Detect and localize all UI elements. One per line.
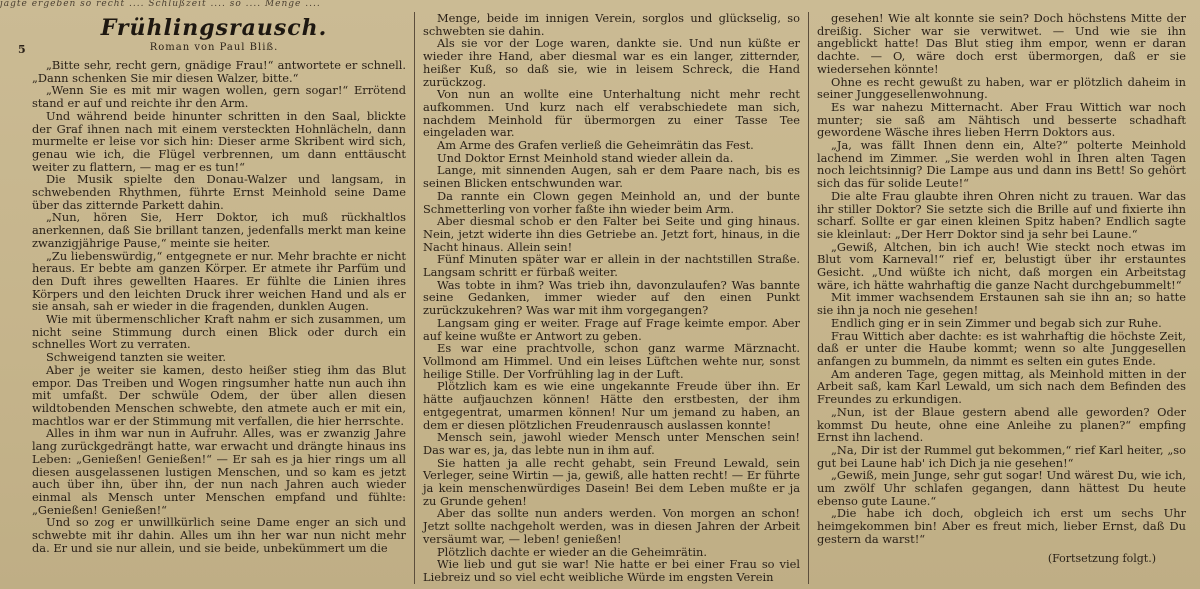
column-2-body	[423, 12, 800, 584]
paragraph: Da rannte ein Clown gegen Meinhold an, und der bunte Schmetterling von vorher faßte ihn wieder beim Arm.	[423, 188, 800, 216]
paragraph: Schweigend tanzten sie weiter.	[46, 350, 227, 365]
paragraph: „Wenn Sie es mit mir wagen wollen, gern sogar!“ Errötend stand er auf und reichte ihr den Arm.	[32, 83, 406, 111]
paragraph: Von nun an wollte eine Unterhaltung nicht mehr recht aufkommen. Und kurz nach elf verabschiedete man sich, nachdem Meinhold für übermorgen zu einer Tasse Tee eingeladen war.	[423, 87, 800, 140]
top-cut-line: jagte ergeben so recht .... Schlußzeit .... so .... Menge ....	[0, 0, 321, 8]
paragraph: „Nun, ist der Blaue gestern abend alle geworden? Oder kommst Du heute, ohne eine Anleihe zu planen?“ empfing Ernst ihn lachend.	[817, 404, 1186, 445]
paragraph: Und so zog er unwillkürlich seine Dame enger an sich und schwebte mit ihr dahin. Alles um ihn her war nun nicht mehr da. Er und sie nur allein, und sie beide, unbekümmert um die	[32, 515, 406, 555]
paragraph: Fünf Minuten später war er allein in der nachtstillen Straße. Langsam schritt er fürbaß weiter.	[423, 252, 800, 280]
paragraph: „Gewiß, Altchen, bin ich auch! Wie steckt noch etwas im Blut vom Karneval!“ rief er, belustigt über ihr erstauntes Gesicht. „Und wüßte ich nicht, daß morgen ein Arbeitstag wäre, ich hätte wahrhaftig die ganze Nacht durchgebummelt!“	[817, 239, 1186, 292]
paragraph: Am anderen Tage, gegen mittag, als Meinhold mitten in der Arbeit saß, kam Karl Lewald, um sich nach dem Befinden des Freundes zu erkundigen.	[817, 366, 1186, 407]
continued-note: (Fortsetzung folgt.)	[1047, 551, 1156, 565]
paragraph: Aber je weiter sie kamen, desto heißer stieg ihm das Blut empor. Das Treiben und Wogen ringsumher hatte nun auch ihn mit umfaßt. Der schwüle Odem, der über allen diesen wildtobenden Menschen schwebte, den atmete auch er mit ein, machtlos war er der Stimmung mit verfallen, die hier herrschte.	[32, 362, 406, 428]
paragraph: Lange, mit sinnenden Augen, sah er dem Paare nach, bis es seinen Blicken entschwunden war.	[423, 163, 800, 191]
paragraph: Alles in ihm war nun in Aufruhr. Alles, was er zwanzig Jahre lang zurückgedrängt hatte, war erwacht und drängte hinaus ins Leben: „Genießen! Genießen!“ — Er sah es ja hier rings um all diesen ausgelassenen lustigen Menschen, und so kam es jetzt auch über ihn, über ihn, der nun nach Jahren auch wieder einmal als Mensch unter Menschen empfand und fühlte: „Genießen! Genießen!“	[32, 426, 406, 517]
column-2	[414, 12, 808, 584]
article-columns	[18, 12, 1194, 584]
paragraph: Und Doktor Ernst Meinhold stand wieder allein da.	[437, 150, 734, 165]
paragraph: Frau Wittich aber dachte: es ist wahrhaftig die höchste Zeit, daß er unter die Haube kommt; wenn so alte Junggesellen anfangen zu bummeln, da nimmt es selten ein gutes Ende.	[817, 328, 1186, 368]
paragraph: „Bitte sehr, recht gern, gnädige Frau!“ antwortete er schnell. „Dann schenken Sie mir diesen Walzer, bitte.“	[32, 58, 406, 85]
column-1-body	[22, 59, 406, 554]
paragraph: Mensch sein, jawohl wieder Mensch unter Menschen sein! Das war es, ja, das lebte nun in ihm auf.	[423, 430, 800, 457]
paragraph: Plötzlich kam es wie eine ungekannte Freude über ihn. Er hätte aufjauchzen können! Hätte den erstbesten, der ihm entgegentrat, umarmen können! Nur um jemand zu haben, an dem er diesen plötzlichen Freudenrausch auslassen konnte!	[423, 379, 800, 432]
paragraph: „Gewiß, mein Junge, sehr gut sogar! Und wärest Du, wie ich, um zwölf Uhr schlafen gegangen, dann hättest Du heute ebenso gute Laune.“	[817, 468, 1186, 508]
column-3	[808, 12, 1194, 584]
paragraph: Aber diesmal schob er den Falter bei Seite und ging hinaus. Nein, jetzt widerte ihn dies Getriebe an. Jetzt fort, hinaus, in die Nacht hinaus. Allein sein!	[423, 214, 800, 254]
paragraph: Wie lieb und gut sie war! Nie hatte er bei einer Frau so viel Liebreiz und so viel echt weibliche Würde im engsten Verein	[423, 557, 800, 584]
article-title: Frühlingsrausch.	[100, 15, 328, 41]
paragraph: Am Arme des Grafen verließ die Geheimrätin das Fest.	[437, 138, 754, 153]
paragraph: Es war nahezu Mitternacht. Aber Frau Wittich war noch munter; sie saß am Nähtisch und besserte schadhaft gewordene Wäsche ihres lieben Herrn Doktors aus.	[817, 99, 1186, 140]
paragraph: „Na, Dir ist der Rummel gut bekommen,“ rief Karl heiter, „so gut bei Laune hab' ich Dich ja nie gesehen!“	[817, 442, 1186, 470]
paragraph: Mit immer wachsendem Erstaunen sah sie ihn an; so hatte sie ihn ja noch nie gesehen!	[817, 290, 1186, 318]
paragraph: Sie hatten ja alle recht gehabt, sein Freund Lewald, sein Verleger, seine Wirtin — ja, gewiß, alle hatten recht! — Er führte ja kein menschenwürdiges Dasein! Bei dem Leben mußte er ja zu Grunde gehen!	[423, 455, 800, 508]
paragraph: „Zu liebenswürdig,“ entgegnete er nur. Mehr brachte er nicht heraus. Er bebte am ganzen Körper. Er atmete ihr Parfüm und den Duft ihres gewellten Haares. Er fühlte die Linien ihres Körpers und den leichten Druck ihrer weichen Hand und als er sie ansah, sah er wieder in die fragenden, dunklen Augen.	[32, 248, 406, 314]
paragraph: „Ja, was fällt Ihnen denn ein, Alte?“ polterte Meinhold lachend im Zimmer. „Sie werden wohl in Ihren alten Tagen noch leichtsinnig? Die Lampe aus und dann ins Bett! So gehört sich das für solide Leute!“	[817, 138, 1186, 191]
paragraph: Aber das sollte nun anders werden. Von morgen an schon! Jetzt sollte nachgeholt werden, was in diesen Jahren der Arbeit versäumt war, — leben! genießen!	[423, 506, 800, 546]
paragraph: „Die habe ich doch, obgleich ich erst um sechs Uhr heimgekommen bin! Aber es freut mich, lieber Ernst, daß Du gestern da warst!“	[817, 506, 1186, 546]
paragraph: gesehen! Wie alt konnte sie sein? Doch höchstens Mitte der dreißig. Sicher war sie verwitwet. — Und wie sie ihn angeblickt hatte! Das Blut stieg ihm empor, wenn er daran dachte. — O, wäre doch erst übermorgen, daß er sie wiedersehen könnte!	[817, 12, 1186, 76]
column-1	[18, 12, 414, 584]
paragraph: Wie mit übermenschlicher Kraft nahm er sich zusammen, um nicht seine Stimmung durch einen Blick oder durch ein schnelles Wort zu verraten.	[32, 312, 406, 352]
paragraph: Plötzlich dachte er wieder an die Geheimrätin.	[437, 544, 707, 559]
paragraph: Langsam ging er weiter. Frage auf Frage keimte empor. Aber auf keine wußte er Antwort zu geben.	[423, 315, 800, 343]
installment-number: 5	[18, 43, 26, 56]
paragraph: Und während beide hinunter schritten in den Saal, blickte der Graf ihnen nach mit einem versteckten Hohnlächeln, dann murmelte er leise vor sich hin: Dieser arme Skribent wird sich, genau wie ich, die Flügel verbrennen, um dann enttäuscht weiter zu flattern, — mag er es tun!“	[32, 108, 406, 174]
paragraph: Was tobte in ihm? Was trieb ihn, davonzulaufen? Was bannte seine Gedanken, immer wieder auf den einen Punkt zurückzukehren? Was war mit ihm vorgegangen?	[423, 277, 800, 318]
paragraph: Menge, beide im innigen Verein, sorglos und glückselig, so schwebten sie dahin.	[423, 12, 800, 38]
paragraph: „Nun, hören Sie, Herr Doktor, ich muß rückhaltlos anerkennen, daß Sie brillant tanzen, jedenfalls merkt man keine zwanzigjährige Pause,“ meinte sie heiter.	[32, 210, 406, 250]
paragraph: Endlich ging er in sein Zimmer und begab sich zur Ruhe.	[831, 315, 1162, 330]
paragraph: Als sie vor der Loge waren, dankte sie. Und nun küßte er wieder ihre Hand, aber diesmal war es ein langer, zitternder, heißer Kuß, so daß sie, wie in leisem Schreck, die Hand zurückzog.	[423, 36, 800, 89]
column-3-body	[817, 12, 1186, 546]
paragraph: Ohne es recht gewußt zu haben, war er plötzlich daheim in seiner Junggesellenwohnung.	[817, 74, 1186, 102]
paragraph: Es war eine prachtvolle, schon ganz warme Märznacht. Vollmond am Himmel. Und ein leises Lüftchen wehte nur, sonst heilige Stille. Der Vorfrühling lag in der Luft.	[423, 341, 800, 381]
paragraph: Die alte Frau glaubte ihren Ohren nicht zu trauen. War das ihr stiller Doktor? Sie setzte sich die Brille auf und fixierte ihn scharf. Sollte er gar einen kleinen Spitz haben? Endlich sagte sie kleinlaut: „Der Herr Doktor sind ja sehr bei Laune.“	[817, 188, 1186, 241]
paragraph: Die Musik spielte den Donau-Walzer und langsam, in schwebenden Rhythmen, führte Ernst Meinhold seine Dame über das zitternde Parkett dahin.	[32, 172, 406, 212]
article-byline: Roman von Paul Bliß.	[149, 42, 279, 53]
